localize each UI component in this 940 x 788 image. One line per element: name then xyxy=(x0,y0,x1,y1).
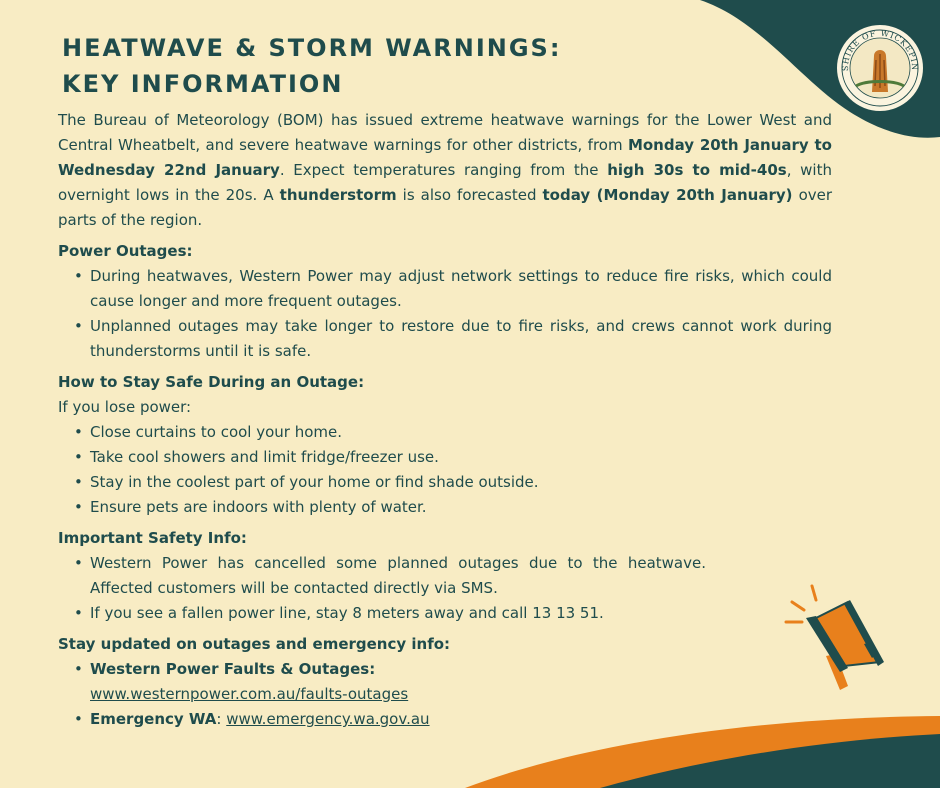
intro-text-5: over parts of the region. xyxy=(58,186,833,229)
intro-dates: Monday 20th January to Wednesday 22nd January xyxy=(58,136,832,179)
emergency-wa-link[interactable]: www.emergency.wa.gov.au xyxy=(226,710,430,728)
power-outages-list xyxy=(58,264,832,364)
intro-temps: high 30s to mid-40s xyxy=(607,161,787,179)
list-item: • Stay in the coolest part of your home or find shade outside. xyxy=(90,470,832,495)
safety-info-heading: Important Safety Info: xyxy=(58,529,247,547)
stay-safe-lead: If you lose power: xyxy=(58,398,192,416)
intro-today: today (Monday 20th January) xyxy=(542,186,793,204)
intro-paragraph xyxy=(58,108,832,233)
intro-text-3: , with overnight lows in the 20s. A xyxy=(58,161,832,204)
title-line-2: KEY INFORMATION xyxy=(62,70,344,98)
emergency-wa-label: Emergency WA xyxy=(90,710,217,728)
main-content xyxy=(58,108,832,732)
intro-thunderstorm: thunderstorm xyxy=(279,186,397,204)
page-title xyxy=(62,30,561,102)
intro-text-1: The Bureau of Meteorology (BOM) has issued extreme heatwave warnings for the Lower West and Central Wheatbelt, and severe heatwave warnings for other districts, from xyxy=(58,111,832,154)
intro-text-4: is also forecasted xyxy=(396,186,543,204)
list-item: • Unplanned outages may take longer to restore due to fire risks, and crews cannot work during thunderstorms until it is safe. xyxy=(90,314,832,364)
western-power-link[interactable]: www.westernpower.com.au/faults-outages xyxy=(90,685,409,703)
safety-info-list xyxy=(58,551,706,626)
list-item: • If you see a fallen power line, stay 8 meters away and call 13 13 51. xyxy=(90,601,706,626)
intro-text-2: . Expect temperatures ranging from the xyxy=(279,161,608,179)
title-line-1: HEATWAVE & STORM WARNINGS: xyxy=(62,34,562,62)
list-item: • Close curtains to cool your home. xyxy=(90,420,832,445)
separator: : xyxy=(216,710,227,728)
stay-safe-heading: How to Stay Safe During an Outage: xyxy=(58,373,365,391)
list-item: • During heatwaves, Western Power may adjust network settings to reduce fire risks, which could cause longer and more frequent outages. xyxy=(90,264,832,314)
shire-seal-logo xyxy=(834,22,926,114)
stay-updated-list xyxy=(58,657,832,732)
stay-safe-list xyxy=(58,420,832,520)
megaphone-icon xyxy=(782,582,892,700)
list-item: • Take cool showers and limit fridge/freezer use. xyxy=(90,445,832,470)
seal-text: SHIRE OF WICKEPIN xyxy=(840,28,920,72)
list-item: • Ensure pets are indoors with plenty of water. xyxy=(90,495,832,520)
list-item: • Western Power has cancelled some planned outages due to the heatwave. Affected customers will be contacted directly via SMS. xyxy=(90,551,706,601)
stay-updated-heading: Stay updated on outages and emergency info: xyxy=(58,635,451,653)
western-power-label: Western Power Faults & Outages: xyxy=(90,660,376,678)
list-item xyxy=(90,707,832,732)
power-outages-heading: Power Outages: xyxy=(58,242,193,260)
list-item xyxy=(90,657,832,707)
